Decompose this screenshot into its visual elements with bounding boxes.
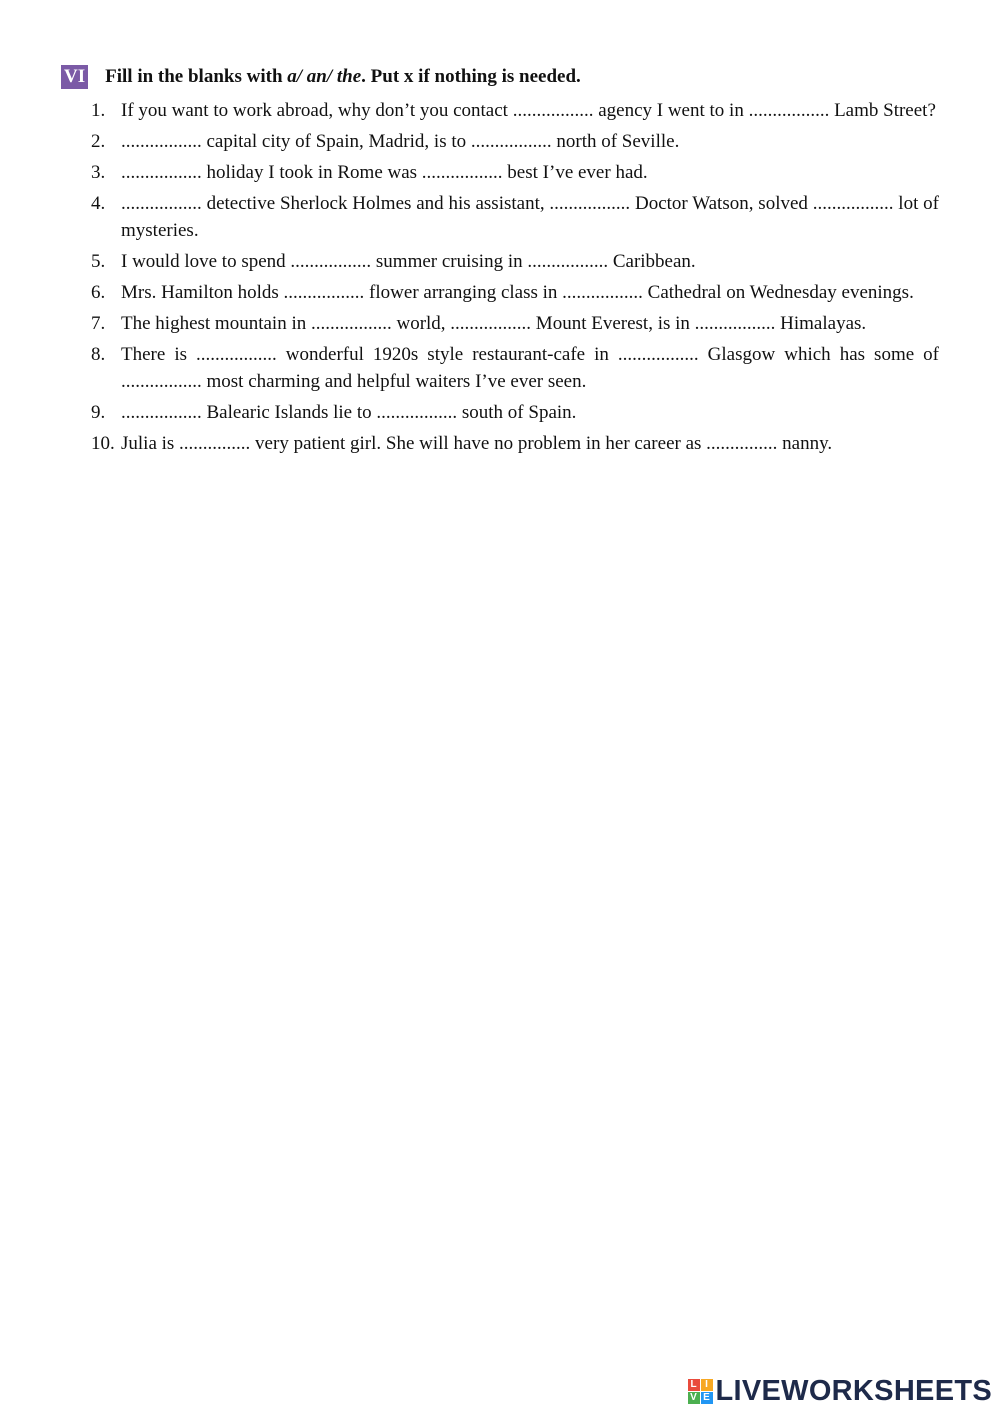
instruction-options: a/ an/ the (287, 66, 362, 87)
exercise-item-4 (91, 190, 939, 244)
logo-letter: V (688, 1392, 700, 1404)
item-text: Mrs. Hamilton holds ................. flower arranging class in ................. Cathedral on Wednesday evenings. (121, 282, 914, 303)
logo-letter: L (688, 1379, 700, 1391)
exercise-item-8 (91, 341, 939, 395)
item-number: 9. (91, 402, 106, 423)
item-text: Julia is ............... very patient girl. She will have no problem in her career as ............... nanny. (121, 433, 833, 454)
exercise-item-7 (91, 310, 939, 337)
logo-letter: E (701, 1392, 713, 1404)
exercise-item-9 (91, 399, 939, 426)
liveworksheets-logo (688, 1375, 993, 1407)
item-text: ................. detective Sherlock Holmes and his assistant, ................. Doctor Watson, solved ................. lot of mysteries. (121, 193, 939, 241)
logo-letter: I (701, 1379, 713, 1391)
item-number: 8. (91, 344, 106, 365)
item-number: 5. (91, 251, 106, 272)
item-number: 6. (91, 282, 106, 303)
exercise-header (61, 64, 581, 90)
item-number: 1. (91, 100, 106, 121)
logo-mark-icon (688, 1379, 713, 1404)
exercise-item-10 (91, 430, 939, 457)
item-text: ................. Balearic Islands lie to ................. south of Spain. (121, 402, 577, 423)
item-text: ................. capital city of Spain, Madrid, is to ................. north of Seville. (121, 131, 680, 152)
exercise-list (91, 97, 939, 461)
exercise-item-3 (91, 159, 939, 186)
item-number: 10. (91, 433, 115, 454)
item-number: 7. (91, 313, 106, 334)
item-text: I would love to spend ................. summer cruising in ................. Caribbean. (121, 251, 696, 272)
item-text: There is ................. wonderful 1920s style restaurant-cafe in ................. Glasgow which has some of ................. most charming and helpful waiters I’ve ever seen. (121, 344, 939, 392)
instruction-suffix: . Put x if nothing is needed. (361, 66, 581, 87)
exercise-instruction (105, 65, 581, 89)
item-text: ................. holiday I took in Rome was ................. best I’ve ever had. (121, 162, 648, 183)
section-number-badge: VI (61, 65, 88, 89)
item-text: If you want to work abroad, why don’t you contact ................. agency I went to in ................. Lamb Street? (121, 100, 936, 121)
item-text: The highest mountain in ................. world, ................. Mount Everest, is in ................. Himalayas. (121, 313, 867, 334)
item-number: 4. (91, 193, 106, 214)
item-number: 2. (91, 131, 106, 152)
exercise-item-2 (91, 128, 939, 155)
item-number: 3. (91, 162, 106, 183)
logo-text: LIVEWORKSHEETS (715, 1375, 992, 1407)
exercise-item-1 (91, 97, 939, 124)
instruction-prefix: Fill in the blanks with (105, 66, 288, 87)
exercise-item-6 (91, 279, 939, 306)
exercise-item-5 (91, 248, 939, 275)
